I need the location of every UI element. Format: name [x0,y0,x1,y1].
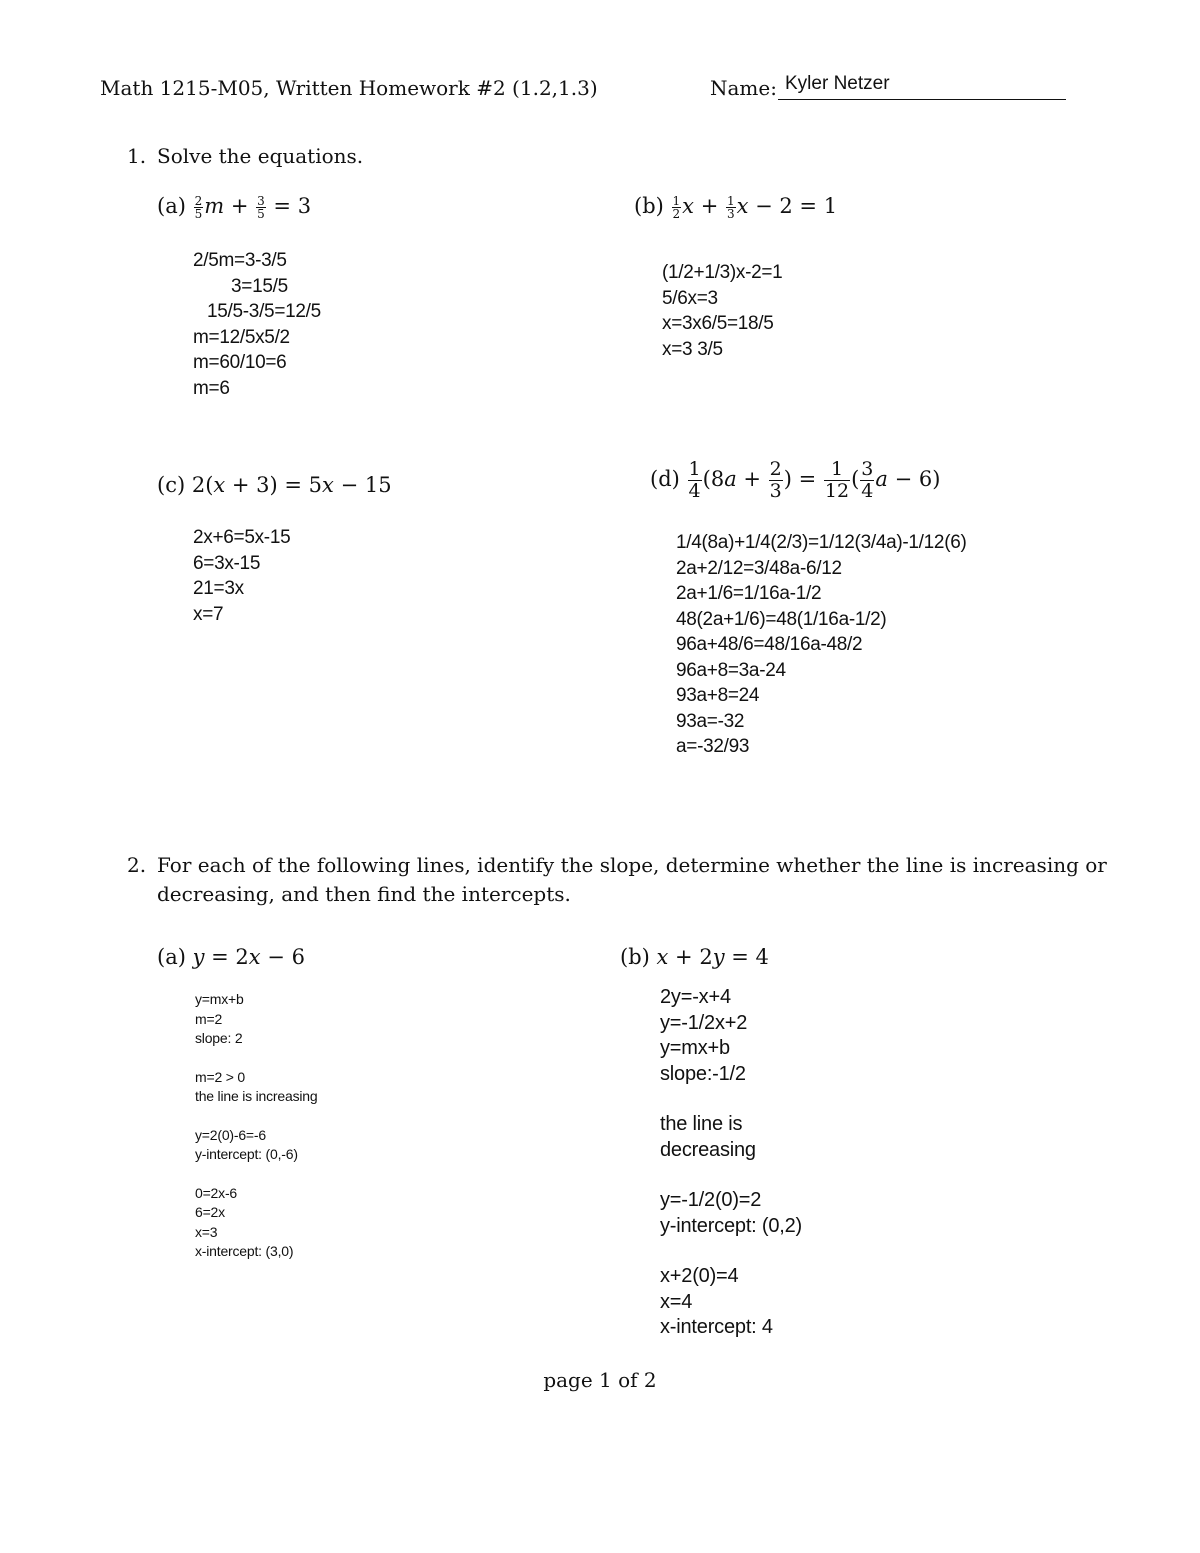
work-line: a=-32/93 [676,736,750,757]
work-line: 48(2a+1/6)=48(1/16a-1/2) [676,608,887,630]
q1c-work [193,525,290,627]
q1a-equation: (a) $\frac{2}{5}$ m + $\frac{3}{5}$ = 3 [157,194,312,221]
question-2-number: 2. [127,853,147,877]
q2b-label: (b) [620,945,650,969]
work-line: x=3 [195,1223,218,1240]
fraction: $\frac{3}{5}$ [257,194,265,221]
fraction: $\frac{2}{5}$ [194,194,203,221]
work-line: slope:-1/2 [660,1062,746,1085]
work-line: 6=2x [195,1204,225,1220]
work-line: 2x+6=5x-15 [193,527,291,548]
work-line: decreasing [660,1138,756,1161]
work-line: y=2(0)-6=-6 [195,1126,266,1143]
work-spacer [660,1239,802,1264]
q2a-equation: (a) y = 2x − 6 [157,945,305,969]
work-line: x-intercept: (3,0) [195,1243,294,1259]
work-line: x=3 3/5 [662,338,723,360]
work-line: x=3x6/5=18/5 [662,313,774,334]
question-1-prompt: Solve the equations. [157,144,364,168]
work-line: 2a+1/6=1/16a-1/2 [676,583,822,604]
work-line: 15/5-3/5=12/5 [207,301,321,322]
work-line: 21=3x [193,578,244,599]
q2a-label: (a) [157,945,186,969]
work-line: 0=2x-6 [195,1184,237,1201]
work-line: 6=3x-15 [193,552,261,574]
work-spacer [660,1163,802,1188]
work-line: x=4 [660,1290,693,1313]
work-line: 2a+2/12=3/48a-6/12 [676,557,842,579]
work-line: x=7 [193,603,224,625]
work-line: 96a+8=3a-24 [676,659,786,681]
work-line: m=2 > 0 [195,1068,245,1085]
work-line: y=-1/2(0)=2 [660,1189,762,1211]
work-line: slope: 2 [195,1030,243,1046]
work-line: 5/6x=3 [662,287,718,309]
q1b-equation: (b) $\frac{1}{2}$ x + $\frac{1}{3}$ x − 2 = 1 [634,194,838,221]
q1c-label: (c) [157,473,186,497]
work-line: 96a+48/6=48/16a-48/2 [676,634,863,655]
work-line: m=60/10=6 [193,352,287,373]
work-line: y=mx+b [660,1037,730,1059]
work-line: the line is [660,1113,743,1135]
q1b-label: (b) [634,194,664,218]
q1d-equation: (d) $\frac{1}{4}$ (8a + $\frac{2}{3}$ ) = $\frac{1}{12}$ ( $\frac{3}{4}$ a − 6) [650,458,941,502]
work-line: 93a=-32 [676,710,745,732]
name-label: Name: [710,76,777,100]
work-line: 3=15/5 [231,275,288,297]
question-2-prompt-line1: For each of the following lines, identify the slope, determine whether the line is increasing or [157,853,1107,877]
work-line: y-intercept: (0,-6) [195,1146,298,1162]
fraction: $\frac{2}{3}$ [769,458,782,502]
assignment-title: Math 1215-M05, Written Homework #2 (1.2,1.3) [100,76,598,100]
page-number: page 1 of 2 [543,1368,657,1392]
question-2-prompt-line2: decreasing, and then find the intercepts. [157,882,571,906]
work-line: 2/5m=3-3/5 [193,250,287,271]
work-line: m=2 [195,1010,223,1027]
q1a-work [193,248,321,401]
work-spacer [660,1087,802,1112]
work-line: x+2(0)=4 [660,1265,739,1287]
work-line: (1/2+1/3)x-2=1 [662,262,783,283]
fraction: $\frac{1}{4}$ [688,458,701,502]
fraction: $\frac{1}{2}$ [672,194,681,221]
q2a-work [195,990,317,1262]
question-1-number: 1. [127,144,147,168]
fraction: $\frac{3}{4}$ [861,458,874,502]
fraction: $\frac{1}{3}$ [726,194,735,221]
q2b-work [660,985,802,1341]
work-line: 1/4(8a)+1/4(2/3)=1/12(3/4a)-1/12(6) [676,532,967,553]
q1d-work [676,530,967,760]
work-line: m=12/5x5/2 [193,326,290,348]
work-line: m=6 [193,377,230,399]
work-line: y=-1/2x+2 [660,1011,748,1034]
work-spacer [195,1107,317,1126]
work-line: 2y=-x+4 [660,986,731,1008]
work-line: y=mx+b [195,991,244,1007]
q2b-equation: (b) x + 2y = 4 [620,945,769,969]
work-line: y-intercept: (0,2) [660,1214,803,1237]
q1c-equation: (c) 2(x + 3) = 5x − 15 [157,473,392,497]
work-spacer [195,1165,317,1184]
work-spacer [195,1049,317,1068]
q1d-label: (d) [650,467,680,491]
student-name: Kyler Netzer [785,73,890,94]
work-line: x-intercept: 4 [660,1316,773,1338]
name-underline [778,99,1066,100]
q1a-label: (a) [157,194,186,218]
work-line: 93a+8=24 [676,685,760,706]
work-line: the line is increasing [195,1088,318,1104]
fraction: $\frac{1}{12}$ [824,458,850,502]
q1b-work [662,260,782,362]
